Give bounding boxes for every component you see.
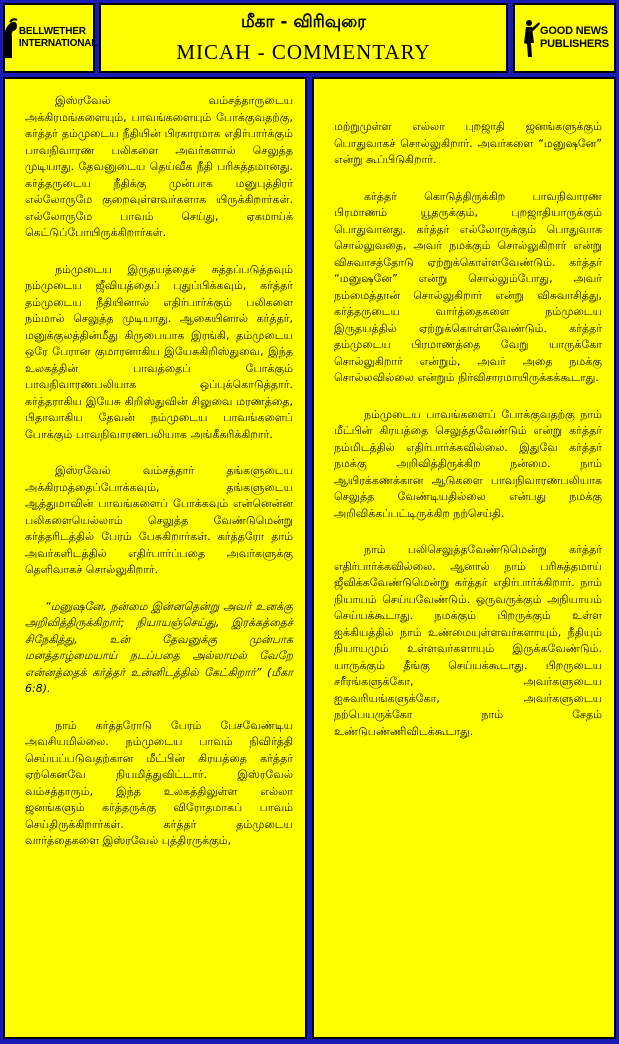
right-column	[312, 77, 616, 1039]
bellwether-ram-icon	[1, 18, 19, 58]
bellwether-logo-box	[3, 3, 98, 73]
bellwether-logo-line1: BELLWETHER	[18, 26, 86, 37]
paragraph: நம்முடைய பாவங்களைப் போக்குவதற்கு நாம் மீட்பின் கிரயத்தை செலுத்தவேண்டும் என்று கர்த்தர் நம்மிடத்தில் எதிர்பார்க்கவில்லை. இதுவே கர்த்தர் நமக்கு அறிவித்திருக்கிற நன்மை. நாம் ஆயிரக்கணக்கான ஆடுகளை பாவநிவாரணபலியாக செலுத்த வேண்டியதில்லை என்பது நமக்கு அறிவிக்கப்பட்டிருக்கிற நற்செய்தி.	[334, 407, 602, 520]
paragraph: இஸ்ரவேல் வம்சத்தார் தங்களுடைய அக்கிரமத்தைப்போக்கவும், தங்களுடைய ஆத்துமாவின் பாவங்களைப் போக்கவும் என்னென்ன பலிகளையெல்லாம் செலுத்த வேண்டுமென்று கர்த்தரிடத்தில் பேரம் பேசுகிறார்கள். கர்த்தரோ தாம் அவர்களிடத்தில் எதிர்பார்ப்பதை அவர்களுக்கு தெளிவாகச் சொல்லுகிறார்.	[25, 464, 293, 576]
title-box	[99, 3, 508, 73]
left-column	[3, 77, 307, 1039]
good-news-logo-box	[513, 3, 616, 73]
paragraph: கர்த்தர் கொடுத்திருக்கிற பாவநிவாரண பிரமாணம் யூதருக்கும், புறஜாதியாருக்கும் பொதுவானது. கர்த்தர் எல்லோருக்கும் பொதுவாக சொல்லுவதை, அவர் நமக்கும் சொல்லுகிறார் என்று விசுவாசத்தோடு ஏற்றுக்கொள்ளவேண்டும். கர்த்தர் “மனுஷனே” என்று சொல்லும்போது, அவர் நம்மைத்தான் சொல்லுகிறார் என்று விசுவாசித்து, கர்த்தருடைய வார்த்தைகளை நம்முடைய இருதயத்தில் ஏற்றுக்கொள்ளவேண்டும். கர்த்தர் தம்முடைய பிரமாணத்தை வேறு யாருக்கோ சொல்லுகிறார் என்றும், அவர் அதை நமக்கு சொல்லவில்லை என்றும் நிர்விசாரமாயிருக்கக்கூடாது.	[334, 189, 602, 384]
title-tamil: மீகா - விரிவுரை	[240, 12, 367, 32]
paragraph-continued: மற்றுமுள்ள எல்லா புறஜாதி ஜனங்களுக்கும் பொதுவாகச் சொல்லுகிறார். அவர்களை “மனுஷனே” என்று கூப்பிடுகிறார்.	[334, 120, 602, 166]
good-news-logo-line2: PUBLISHERS	[540, 38, 609, 50]
good-news-logo-line1: GOOD NEWS	[540, 25, 608, 37]
paragraph: நாம் பலிசெலுத்தவேண்டுமென்று கர்த்தர் எதிர்பார்க்கவில்லை. ஆனால் நாம் பரிசுத்தமாய் ஜீவிக்கவேண்டுமென்று கர்த்தர் எதிர்பார்க்கிறார். நாம் நியாயம் செய்யவேண்டும். ஒருவருக்கும் அநியாயம் செய்யக்கூடாது. நமக்கும் பிறருக்கும் உள்ள ஐக்கியத்தில் நாம் உண்மையுள்ளவர்களாயும், நீதியும் நியாயமும் உள்ளவர்களாயும் இருக்கவேண்டும். யாருக்கும் தீங்கு செய்யக்கூடாது. பிறருடைய சரீரங்களுக்கோ, அவர்களுடைய ஐசுவரியங்களுக்கோ, அவர்களுடைய நற்பெயருக்கோ நாம் சேதம் உண்டுபண்ணிவிடக்கூடாது.	[334, 543, 602, 738]
bellwether-logo-line2: INTERNATIONAL	[18, 38, 98, 49]
good-news-herald-icon	[520, 17, 540, 59]
paragraph: நம்முடைய இருதயத்தைச் சுத்தப்படுத்தவும் நம்முடைய ஜீவியத்தைப் புதுப்பிக்கவும், கர்த்தர் தம்முடைய நீதியினால் எதிர்பார்க்கும் பலிகளை நம்மால் செலுத்த முடியாது. ஆகையினால் கர்த்தர், மனுக்குலத்தின்மீது கிருபையாக இரங்கி, தம்முடைய ஒரே பேரான குமாரனாகிய இயேசுகிறிஸ்துவை, இந்த உலகத்தின் பாவத்தைப் போக்கும் பாவநிவாரணபலியாக ஒப்புக்கொடுத்தார். கர்த்தராகிய இயேசு கிறிஸ்துவின் சிலுவை மரணத்தை, பிதாவாகிய தேவன் நம்முடைய பாவங்களைப் போக்கும் பாவநிவாரணபலியாக அங்கீகரிக்கிறார்.	[25, 262, 293, 441]
title-english: MICAH - COMMENTARY	[176, 40, 431, 64]
paragraph: இஸ்ரவேல் வம்சத்தாருடைய அக்கிரமங்களையும், பாவங்களையும் போக்குவதற்கு, கர்த்தர் தம்முடைய நீதியின் பிரகாரமாக எதிர்பார்க்கும் பாவநிவாரண பலிகளை அவர்களால் செலுத்த முடியாது. தேவனுடைய தெய்வீக நீதி பரிசுத்தமானது. கர்த்தருடைய நீதிக்கு முன்பாக மனுபுத்திரர் எல்லோருமே குறைவுள்ளவர்களாக யிருக்கிறார்கள். எல்லோருமே பாவம் செய்து, ஏகமாய்க் கெட்டுப்போயிருக்கிறார்கள்.	[25, 94, 293, 239]
scripture-quote: “மனுஷனே, நன்மை இன்னதென்று அவர் உனக்கு அறிவித்திருக்கிறார்; நியாயஞ்செய்து, இரக்கத்தைச் சிநேகித்து, உன் தேவனுக்கு முன்பாக மனத்தாழ்மையாய் நடப்பதை அல்லாமல் வேறே என்னத்தைக் கர்த்தர் உன்னிடத்தில் கேட்கிறார்” (மீகா 6:8).	[25, 599, 293, 695]
paragraph: நாம் கர்த்தரோடு பேரம் பேசவேண்டிய அவசியமில்லை. நம்முடைய பாவம் நிவிர்த்தி செய்யப்படுவதற்கான மீட்பின் கிரயத்தை கர்த்தர் ஏற்கெனவே நியமித்துவிட்டார். இஸ்ரவேல் வம்சத்தாரும், இந்த உலகத்திலுள்ள எல்லா ஜனங்களும் கர்த்தருக்கு விரோதமாகப் பாவம் செய்திருக்கிறார்கள். கர்த்தர் தம்முடைய வார்த்தைகளை இஸ்ரவேல் புத்திரருக்கும்,	[25, 718, 293, 847]
